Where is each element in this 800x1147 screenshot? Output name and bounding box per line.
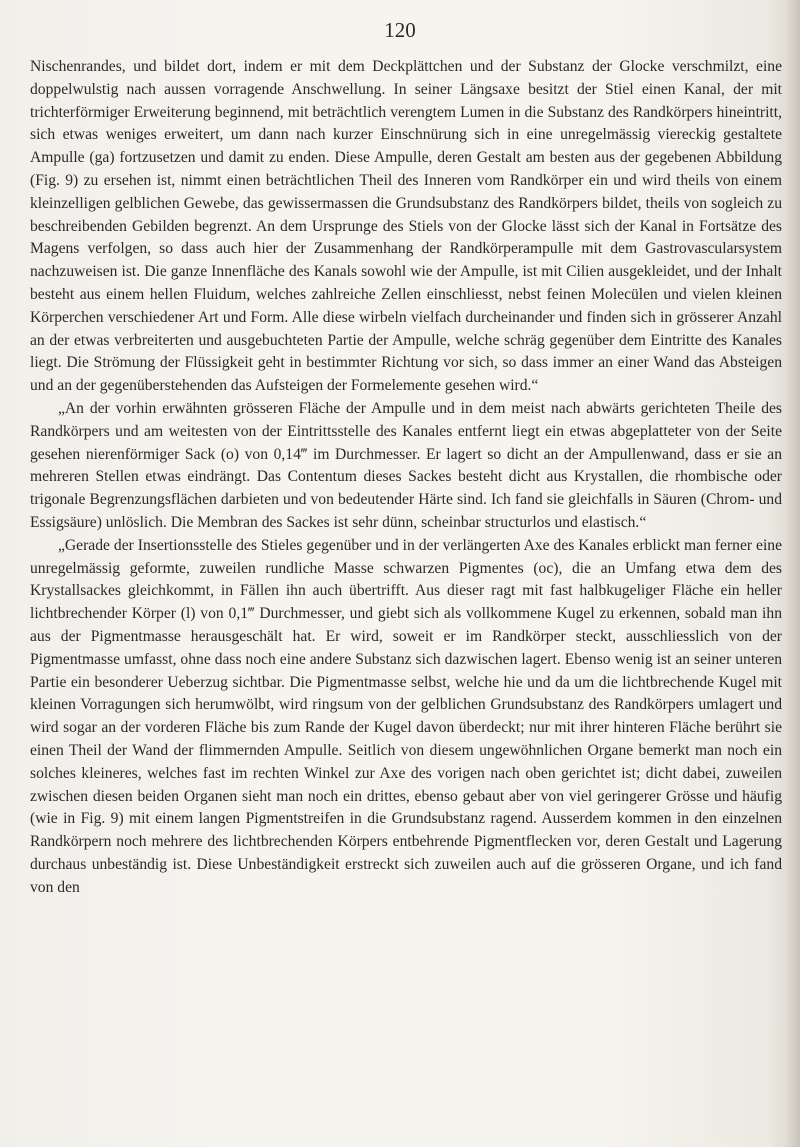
paragraph-1: Nischenrandes, und bildet dort, indem er mit dem Deckplättchen und der Substanz der Glocke verschmilzt, eine doppelwulstig nach aussen vorragende Anschwellung. In seiner Längsaxe besitzt der Stiel einen Kanal, der mit trichterförmiger Erweiterung beginnend, mit beträchtlich verengtem Lumen in die Substanz des Randkörpers hineintritt, sich etwas weniges erweitert, um dann nach kurzer Einschnürung sich in eine unregelmässig viereckig gestaltete Ampulle (ga) fortzusetzen und damit zu enden. Diese Ampulle, deren Gestalt am besten aus der gegebenen Abbildung (Fig. 9) zu ersehen ist, nimmt einen beträchtlichen Theil des Inneren vom Randkörper ein und wird theils von einem kleinzelligen gelblichen Gewebe, das gewissermassen die Grundsubstanz des Randkörpers bildet, theils von sogleich zu beschreibenden Gebilden begrenzt. An dem Ursprunge des Stiels von der Glocke lässt sich der Kanal in Fortsätze des Magens verfolgen, so dass auch hier der Zusammenhang der Randkörperampulle mit dem Gastrovascularsystem nachzuweisen ist. Die ganze Innenfläche des Kanals sowohl wie der Ampulle, ist mit Cilien ausgekleidet, und der Inhalt besteht aus einem hellen Fluidum, welches zahlreiche Zellen einschliesst, nebst feinen Molecülen und vielen kleinen Körperchen verschiedener Art und Form. Alle diese wirbeln vielfach durcheinander und finden sich in grösserer Anzahl an der etwas verbreiterten und ausgebuchteten Partie der Ampulle, welche schräg gegenüber dem Eintritte des Kanales liegt. Die Strömung der Flüssigkeit geht in bestimmter Richtung vor sich, so dass immer an einer Wand das Absteigen und an der gegenüberstehenden das Aufsteigen der Formelemente gesehen wird.“ xyxy=(30,58,782,395)
body-text xyxy=(30,56,782,899)
page-number: 120 xyxy=(384,18,416,42)
page-edge-shadow xyxy=(786,0,800,1147)
paragraph-2: „An der vorhin erwähnten grösseren Fläche der Ampulle und in dem meist nach abwärts gerichteten Theile des Randkörpers und am weitesten von der Eintrittsstelle des Kanales entfernt liegt ein etwas abgeplatteter von der Seite gesehen nierenförmiger Sack (o) von 0,14‴ im Durchmesser. Er lagert so dicht an der Ampullenwand, dass er sie an mehreren Stellen etwas eindrängt. Das Contentum dieses Sackes besteht dicht aus Krystallen, die rhombische oder trigonale Begrenzungsflächen darbieten und von bedeutender Härte sind. Ich fand sie gleichfalls in Säuren (Chrom- und Essigsäure) unlöslich. Die Membran des Sackes ist sehr dünn, scheinbar structurlos und elastisch.“ xyxy=(30,399,782,531)
paragraph-3: „Gerade der Insertionsstelle des Stieles gegenüber und in der verlängerten Axe des Kanales erblickt man ferner eine unregelmässig geformte, zuweilen rundliche Masse schwarzen Pigmentes (oc), die an Umfang etwa dem des Krystallsackes gleichkommt, in Fällen ihn auch übertrifft. Aus dieser ragt mit fast halbkugeliger Fläche ein heller lichtbrechender Körper (l) von 0,1‴ Durchmesser, und giebt sich als vollkommene Kugel zu erkennen, sobald man ihn aus der Pigmentmasse herausgeschält hat. Er wird, soweit er im Randkörper steckt, ausschliesslich von der Pigmentmasse umfasst, ohne dass noch eine andere Substanz sich dazwischen lagert. Ebenso wenig ist an seiner unteren Partie ein besonderer Ueberzug sichtbar. Die Pigmentmasse selbst, welche hie und da um die lichtbrechende Kugel mit kleinen Vorragungen sich herumwölbt, wird ringsum von der gelblichen Grundsubstanz des Randkörpers umlagert und wird sogar an der vorderen Fläche bis zum Rande der Kugel davon überdeckt; nur mit ihrer hinteren Fläche berührt sie einen Theil der Wand der flimmernden Ampulle. Seitlich von diesem ungewöhnlichen Organe bemerkt man noch ein solches kleineres, welches fast im rechten Winkel zur Axe des vorigen nach oben gerichtet ist; dicht dabei, zuweilen zwischen diesen beiden Organen sieht man noch ein drittes, ebenso gebaut aber von viel geringerer Grösse und häufig (wie in Fig. 9) mit einem langen Pigmentstreifen in die Grundsubstanz ragend. Ausserdem kommen in den einzelnen Randkörpern noch mehrere des lichtbrechenden Körpers entbehrende Pigmentflecken vor, deren Gestalt und Lagerung durchaus unbeständig ist. Diese Unbeständigkeit erstreckt sich zuweilen auch auf die grösseren Organe, und ich fand von den xyxy=(30,536,782,896)
